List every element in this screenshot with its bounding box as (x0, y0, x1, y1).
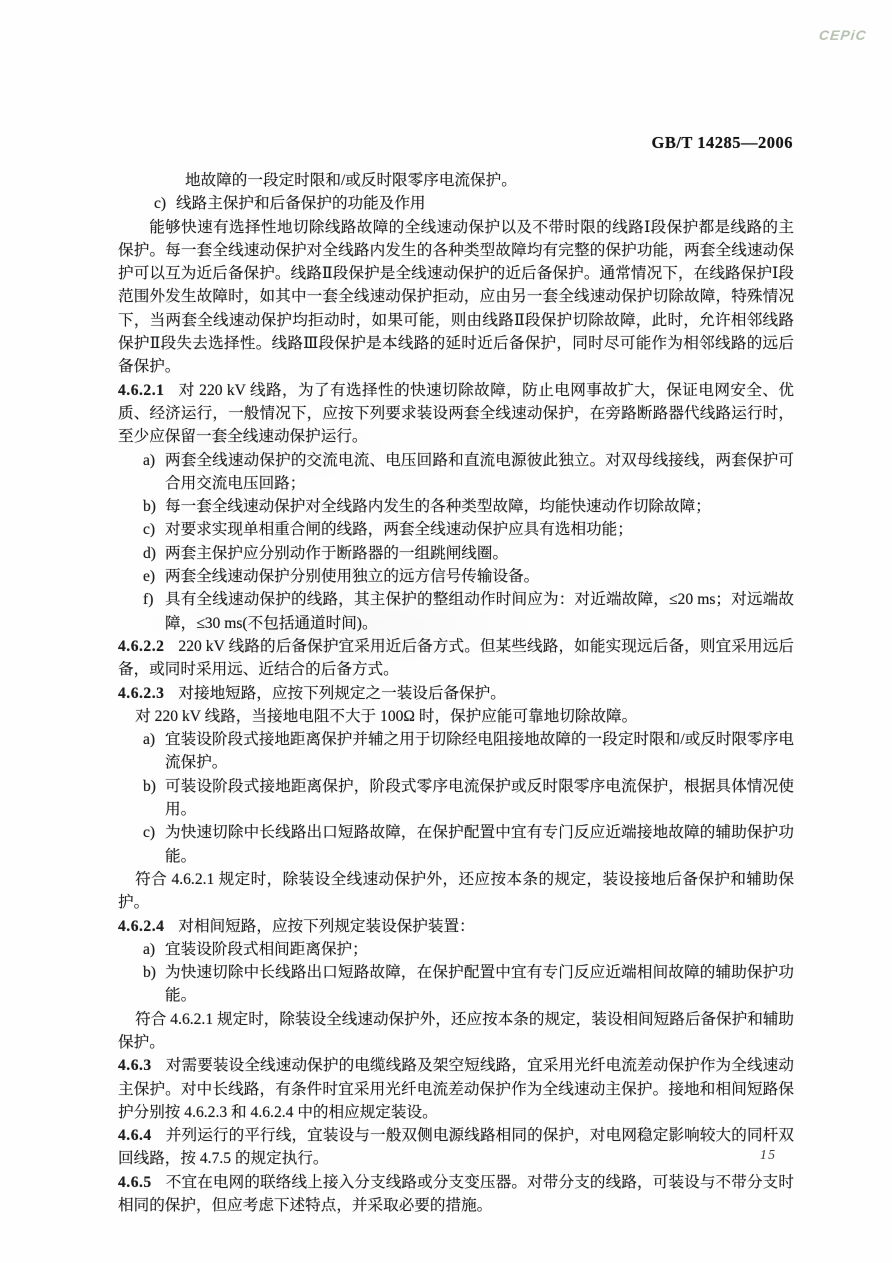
list-item-text: 每一套全线速动保护对全线路内发生的各种类型故障，均能快速动作切除故障； (165, 498, 711, 516)
clause-text: 对接地短路，应按下列规定之一装设后备保护。 (178, 684, 506, 702)
list-marker: c) (154, 195, 167, 213)
list-marker: a) (143, 451, 156, 469)
list-marker: b) (143, 498, 156, 516)
list-item-text: 两套全线速动保护的交流电流、电压回路和直流电源彼此独立。对双母线接线，两套保护可合用交流电压回路； (165, 451, 794, 492)
list-item (118, 449, 794, 496)
paragraph: 能够快速有选择性地切除线路故障的全线速动保护以及不带时限的线路Ⅰ段保护都是线路的主保护。每一套全线速动保护对全线路内发生的各种类型故障均有完整的保护功能，两套全线速动保护可以互为近后备保护。线路Ⅱ段保护是全线速动保护的近后备保护。通常情况下，在线路保护Ⅰ段范围外发生故障时，如其中一套全线速动保护拒动，应由另一套全线速动保护切除故障，特殊情况下，当两套全线速动保护均拒动时，如果可能，则由线路Ⅱ段保护切除故障，此时，允许相邻线路保护Ⅱ段失去选择性。线路Ⅲ段保护是本线路的延时近后备保护，同时尽可能作为相邻线路的远后备保护。 (118, 218, 794, 376)
paragraph: 符合 4.6.2.1 规定时，除装设全线速动保护外，还应按本条的规定，装设接地后备保护和辅助保护。 (118, 870, 794, 912)
clause-text: 对 220 kV 线路，为了有选择性的快速切除故障，防止电网事故扩大，保证电网安全、优质、经济运行，一般情况下，应按下列要求装设两套全线速动保护，在旁路断路器代线路运行时，至少应保留一套全线速动保护运行。 (118, 381, 794, 446)
page-number: 15 (760, 1147, 777, 1162)
list-item (118, 775, 794, 822)
paragraph: 地故障的一段定时限和/或反时限零序电流保护。 (185, 172, 517, 189)
clause-text: 220 kV 线路的后备保护宜采用近后备方式。但某些线路，如能实现远后备，则宜采用远后备，或同时采用远、近结合的后备方式。 (118, 637, 794, 679)
clause-paragraph (118, 682, 794, 705)
clause-paragraph (118, 1054, 794, 1124)
list-marker: d) (143, 544, 156, 562)
clause-number: 4.6.2.4 (118, 917, 165, 935)
list-item (118, 542, 794, 565)
list-marker: c) (143, 521, 156, 539)
list-item (118, 821, 794, 868)
cepic-logo: CEPiC (818, 27, 868, 43)
list-item (118, 565, 794, 588)
list-item-text: 对要求实现单相重合闸的线路，两套全线速动保护应具有选相功能； (165, 521, 633, 539)
list-item-text: 两套全线速动保护分别使用独立的远方信号传输设备。 (165, 568, 540, 586)
clause-text: 对需要装设全线速动保护的电缆线路及架空短线路，宜采用光纤电流差动保护作为全线速动主保护。对中长线路，有条件时宜采用光纤电流差动保护作为全线速动主保护。接地和相间短路保护分别按 4.6.2.3 和 4.6.2.4 中的相应规定装设。 (118, 1057, 794, 1121)
list-marker: a) (143, 940, 156, 958)
clause-number: 4.6.3 (118, 1057, 152, 1075)
list-item (118, 728, 794, 775)
list-marker: e) (143, 568, 156, 586)
list-item-text: 为快速切除中长线路出口短路故障，在保护配置中宜有专门反应近端接地故障的辅助保护功能。 (165, 824, 794, 865)
clause-paragraph (118, 915, 794, 938)
document-body (118, 169, 794, 1217)
list-item-text: 两套主保护应分别动作于断路器的一组跳闸线圈。 (165, 544, 509, 562)
clause-text: 不宜在电网的联络线上接入分支线路或分支变压器。对带分支的线路，可装设与不带分支时相同的保护，但应考虑下述特点，并采取必要的措施。 (118, 1173, 794, 1215)
clause-number: 4.6.2.2 (118, 637, 165, 655)
clause-number: 4.6.4 (118, 1127, 152, 1145)
clause-number: 4.6.2.3 (118, 684, 165, 702)
list-item (118, 938, 794, 961)
list-item-text: 线路主保护和后备保护的功能及作用 (176, 195, 426, 213)
paragraph: 符合 4.6.2.1 规定时，除装设全线速动保护外，还应按本条的规定，装设相间短路后备保护和辅助保护。 (118, 1010, 794, 1051)
list-item-text: 可装设阶段式接地距离保护，阶段式零序电流保护或反时限零序电流保护，根据具体情况使用。 (165, 777, 794, 819)
list-item-text: 具有全线速动保护的线路，其主保护的整组动作时间应为：对近端故障，≤20 ms；对远端故障，≤30 ms(不包括通道时间)。 (165, 591, 794, 632)
list-item (118, 192, 794, 215)
clause-paragraph (118, 635, 794, 682)
clause-text: 对相间短路，应按下列规定装设保护装置： (178, 917, 475, 935)
list-marker: b) (143, 777, 156, 795)
clause-text: 并列运行的平行线，宜装设与一般双侧电源线路相同的保护，对电网稳定影响较大的同杆双回线路，按 4.7.5 的规定执行。 (118, 1127, 794, 1168)
list-item (118, 495, 794, 518)
list-item (118, 961, 794, 1008)
clause-paragraph (118, 1171, 794, 1218)
list-item-text: 宜装设阶段式接地距离保护并辅之用于切除经电阻接地故障的一段定时限和/或反时限零序电流保护。 (165, 731, 794, 772)
list-item (118, 518, 794, 541)
standard-number: GB/T 14285—2006 (651, 133, 793, 152)
list-marker: c) (143, 824, 156, 842)
clause-paragraph (118, 1124, 794, 1171)
clause-paragraph (118, 379, 794, 449)
list-marker: f) (143, 591, 154, 609)
list-item-text: 宜装设阶段式相间距离保护； (165, 940, 368, 958)
list-marker: b) (143, 964, 156, 982)
list-item-text: 为快速切除中长线路出口短路故障，在保护配置中宜有专门反应近端相间故障的辅助保护功能。 (165, 964, 794, 1005)
list-marker: a) (143, 731, 156, 749)
clause-number: 4.6.5 (118, 1173, 152, 1191)
list-item (118, 588, 794, 635)
paragraph: 对 220 kV 线路，当接地电阻不大于 100Ω 时，保护应能可靠地切除故障。 (135, 707, 638, 725)
clause-number: 4.6.2.1 (118, 381, 165, 399)
